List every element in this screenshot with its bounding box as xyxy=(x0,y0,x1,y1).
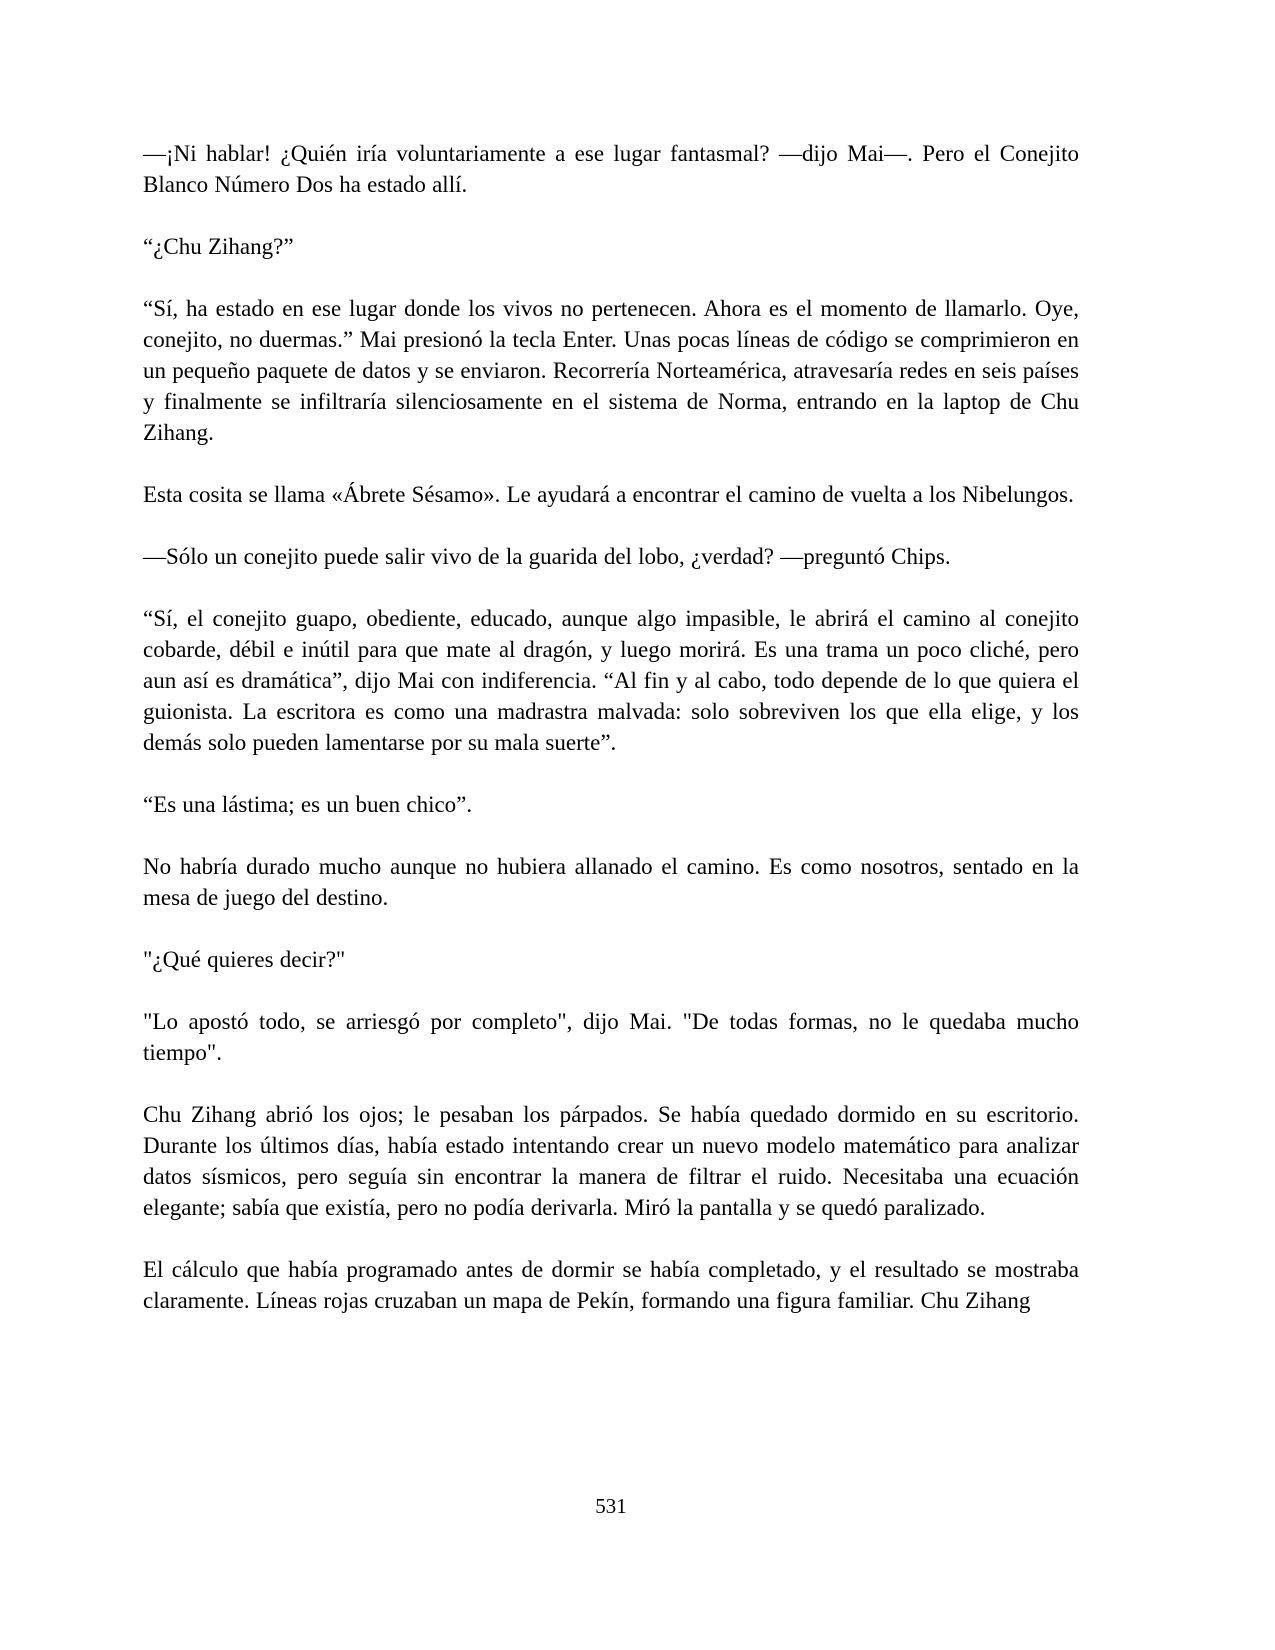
paragraph: —Sólo un conejito puede salir vivo de la guarida del lobo, ¿verdad? —preguntó Chips. xyxy=(143,544,951,569)
paragraph: Esta cosita se llama «Ábrete Sésamo». Le ayudará a encontrar el camino de vuelta a los Nibelungos. xyxy=(143,482,1074,507)
paragraph: El cálculo que había programado antes de dormir se había completado, y el resultado se mostraba claramente. Líneas rojas cruzaban un mapa de Pekín, formando una figura familiar. Chu Zihang xyxy=(143,1257,1079,1313)
paragraph: “Sí, el conejito guapo, obediente, educado, aunque algo impasible, le abrirá el camino al conejito cobarde, débil e inútil para que mate al dragón, y luego morirá. Es una trama un poco cliché, pero aun así es dramática”, dijo Mai con indiferencia. “Al fin y al cabo, todo depende de lo que quiera el guionista. La escritora es como una madrastra malvada: solo sobreviven los que ella elige, y los demás solo pueden lamentarse por su mala suerte”. xyxy=(143,606,1079,755)
page-content xyxy=(143,138,1079,1347)
paragraph: Chu Zihang abrió los ojos; le pesaban los párpados. Se había quedado dormido en su escritorio. Durante los últimos días, había estado intentando crear un nuevo modelo matemático para analizar datos sísmicos, pero seguía sin encontrar la manera de filtrar el ruido. Necesitaba una ecuación elegante; sabía que existía, pero no podía derivarla. Miró la pantalla y se quedó paralizado. xyxy=(143,1102,1079,1220)
paragraph: "¿Qué quieres decir?" xyxy=(143,947,346,972)
paragraph: “Es una lástima; es un buen chico”. xyxy=(143,792,473,817)
paragraph: No habría durado mucho aunque no hubiera allanado el camino. Es como nosotros, sentado en la mesa de juego del destino. xyxy=(143,854,1079,910)
paragraph: “Sí, ha estado en ese lugar donde los vivos no pertenecen. Ahora es el momento de llamarlo. Oye, conejito, no duermas.” Mai presionó la tecla Enter. Unas pocas líneas de código se comprimieron en un pequeño paquete de datos y se enviaron. Recorrería Norteamérica, atravesaría redes en seis países y finalmente se infiltraría silenciosamente en el sistema de Norma, entrando en la laptop de Chu Zihang. xyxy=(143,296,1079,445)
page-number: 531 xyxy=(595,1494,627,1518)
paragraph: "Lo apostó todo, se arriesgó por completo", dijo Mai. "De todas formas, no le quedaba mucho tiempo". xyxy=(143,1009,1079,1065)
paragraph: “¿Chu Zihang?” xyxy=(143,234,294,259)
paragraph: —¡Ni hablar! ¿Quién iría voluntariamente a ese lugar fantasmal? —dijo Mai—. Pero el Conejito Blanco Número Dos ha estado allí. xyxy=(143,141,1079,197)
